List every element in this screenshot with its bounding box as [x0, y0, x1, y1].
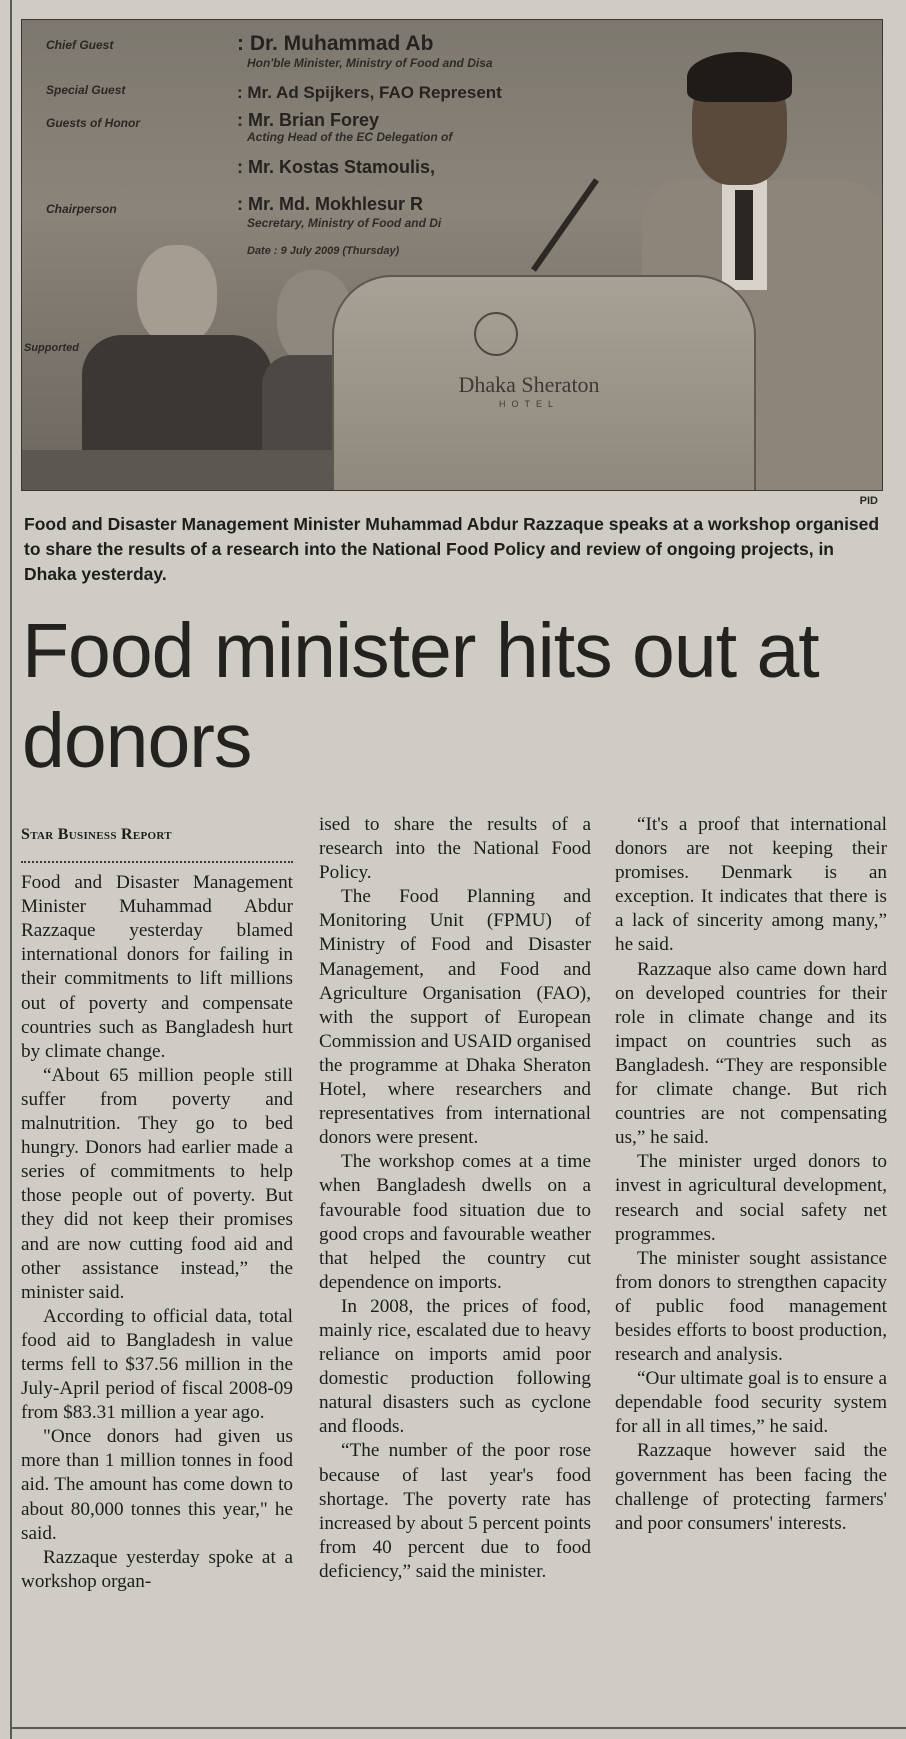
- photo-credit: PID: [859, 495, 878, 507]
- podium-hotel-name: Dhaka Sheraton: [458, 372, 600, 397]
- banner-name: : Mr. Brian Forey: [237, 110, 380, 130]
- banner-sub: Hon'ble Minister, Ministry of Food and Disa: [247, 56, 493, 70]
- article-paragraph: "Once donors had given us more than 1 million tonnes in food aid. The amount has come down to about 80,000 tonnes this year," he said.: [21, 1426, 293, 1544]
- article-column-1: [21, 823, 293, 1594]
- article-paragraph: The Food Planning and Monitoring Unit (FPMU) of Ministry of Food and Disaster Management, and Food and Agriculture Organisation (FAO), with the support of European Commission and USAID organised the programme at Dhaka Sheraton Hotel, where researchers and representatives from international donors were present.: [319, 886, 591, 1149]
- banner-label: Chief Guest: [46, 38, 114, 52]
- banner-name: : Mr. Kostas Stamoulis,: [237, 157, 436, 177]
- article-paragraph: In 2008, the prices of food, mainly rice, escalated due to heavy reliance on imports amid poor domestic production following natural disasters such as cyclone and floods.: [319, 1295, 591, 1438]
- article-paragraph: The workshop comes at a time when Bangladesh dwells on a favourable food situation due to good crops and favourable weather that helped the country cut dependence on imports.: [319, 1151, 591, 1293]
- banner-name: : Mr. Ad Spijkers, FAO Represent: [237, 83, 502, 102]
- banner-name: : Dr. Muhammad Ab: [237, 32, 434, 55]
- byline-divider: [21, 853, 293, 863]
- head-table: [22, 450, 342, 490]
- article-column-2: [319, 813, 591, 1584]
- article-paragraph: ised to share the results of a research into the National Food Policy.: [319, 814, 591, 884]
- article-paragraph: “It's a proof that international donors are not keeping their promises. Denmark is an exception. It indicates that there is a lack of sincerity among many,” he said.: [615, 814, 887, 956]
- podium-hotel-subtext: HOTEL: [498, 399, 559, 409]
- article-paragraph: “The number of the poor rose because of last year's food shortage. The poverty rate has increased by about 5 percent points from 40 percent due to food deficiency,” said the minister.: [319, 1440, 591, 1582]
- page-bottom-rule: [10, 1727, 906, 1729]
- banner-label: Chairperson: [46, 202, 117, 216]
- banner-sub: Acting Head of the EC Delegation of: [247, 130, 453, 144]
- article-paragraph: Razzaque yesterday spoke at a workshop organ-: [21, 1546, 293, 1592]
- banner-sub: Secretary, Ministry of Food and Di: [247, 216, 442, 230]
- news-photo: [21, 19, 883, 491]
- article-paragraph: According to official data, total food aid to Bangladesh in value terms fell to $37.56 million in the July-April period of fiscal 2008-09 from $83.31 million a year ago.: [21, 1305, 293, 1424]
- page-left-rule: [10, 0, 12, 1739]
- article-paragraph: “About 65 million people still suffer from poverty and malnutrition. They go to bed hungry. Donors had earlier made a series of commitments to help those people out of poverty. But they did not keep their promises and are now cutting food aid and other assistance instead,” the minister said.: [21, 1064, 293, 1303]
- podium: [332, 275, 756, 491]
- article-paragraph: Food and Disaster Management Minister Muhammad Abdur Razzaque yesterday blamed international donors for failing in their commitments to lift millions out of poverty and compensate countries such as Bangladesh hurt by climate change.: [21, 872, 293, 1062]
- article-paragraph: Razzaque also came down hard on developed countries for their role in climate change and its impact on countries such as Bangladesh. “They are responsible for climate change. But rich countries are not compensating us,” he said.: [615, 958, 887, 1149]
- article-paragraph: “Our ultimate goal is to ensure a dependable food security system for all in all times,” he said.: [615, 1368, 887, 1438]
- photo-caption: Food and Disaster Management Minister Muhammad Abdur Razzaque speaks at a workshop organised to share the results of a research into the National Food Policy and review of ongoing projects, in Dhaka yesterday.: [24, 514, 880, 584]
- byline: Star Business Report: [21, 826, 172, 843]
- banner-label: Special Guest: [46, 83, 126, 97]
- article-body: [21, 815, 891, 1730]
- banner-label: Guests of Honor: [46, 116, 141, 130]
- sheraton-logo-icon: [474, 312, 518, 356]
- article-paragraph: The minister urged donors to invest in agricultural development, research and social safety net programmes.: [615, 1151, 887, 1245]
- headline: Food minister hits out at donors: [22, 608, 819, 784]
- banner-supported: Supported: [24, 342, 79, 354]
- article-column-3: [615, 813, 887, 1536]
- article-paragraph: Razzaque however said the government has been facing the challenge of protecting farmers' and poor consumers' interests.: [615, 1440, 887, 1534]
- article-paragraph: The minister sought assistance from donors to strengthen capacity of public food management besides efforts to boost production, research and analysis.: [615, 1247, 887, 1366]
- banner-date: Date : 9 July 2009 (Thursday): [247, 245, 400, 257]
- banner-name: : Mr. Md. Mokhlesur R: [237, 194, 424, 214]
